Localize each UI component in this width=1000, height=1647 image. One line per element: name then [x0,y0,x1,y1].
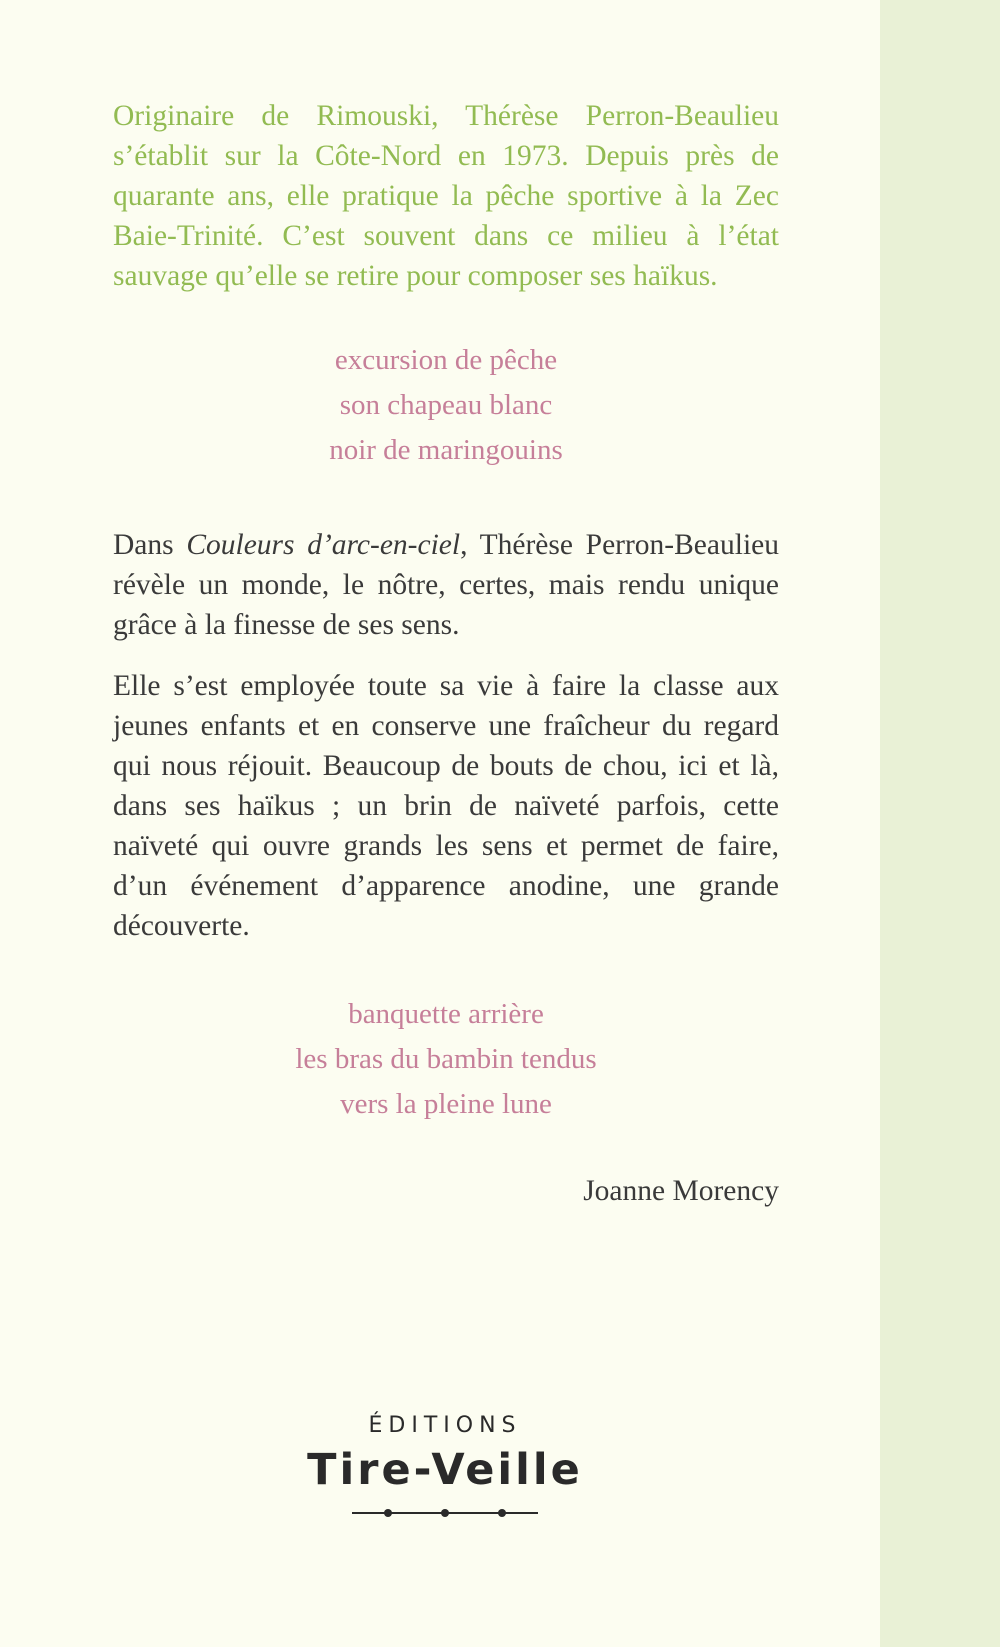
haiku-line: excursion de pêche [334,344,558,376]
publisher-label: ÉDITIONS [368,1413,522,1438]
back-cover-text [113,96,779,1211]
haiku-line: les bras du bambin tendus [295,1043,597,1075]
haiku-line: noir de maringouins [329,434,563,466]
signature: Joanne Morency [583,1175,779,1207]
haiku-line: vers la pleine lune [340,1088,552,1120]
publisher-logo [270,1412,620,1520]
haiku-line: banquette arrière [348,998,544,1030]
haiku-line: son chapeau blanc [339,389,553,421]
paragraph-1-before: Dans [113,529,187,561]
ornament-rule [350,1506,540,1520]
book-title: Couleurs d’arc-en-ciel [186,529,461,561]
publisher-name: Tire-Veille [307,1445,583,1495]
haiku-1 [113,338,779,473]
spine-strip [880,0,1000,1647]
paragraph-2: Elle s’est employée toute sa vie à faire la classe aux jeunes enfants et en conserve une fraîcheur du regard qui nous réjouit. Beaucoup de bouts de chou, ici et là, dans ses haïkus ; un brin de naïveté parfois, cette naïveté qui ouvre grands les sens et permet de faire, d’un événement d’apparence anodine, une grande découverte. [113,670,779,942]
author-bio: Originaire de Rimouski, Thérèse Perron-Beaulieu s’établit sur la Côte-Nord en 1973. Depuis près de quarante ans, elle pratique la pêche sportive à la Zec Baie-Trinité. C’est souvent dans ce milieu à l’état sauvage qu’elle se retire pour composer ses haïkus. [113,100,779,292]
paragraph-1 [113,525,779,645]
paragraph-1-after: , Thérèse Perron-Beaulieu révèle un monde, le nôtre, certes, mais rendu unique grâce à la finesse de ses sens. [113,529,779,641]
haiku-2 [113,992,779,1127]
